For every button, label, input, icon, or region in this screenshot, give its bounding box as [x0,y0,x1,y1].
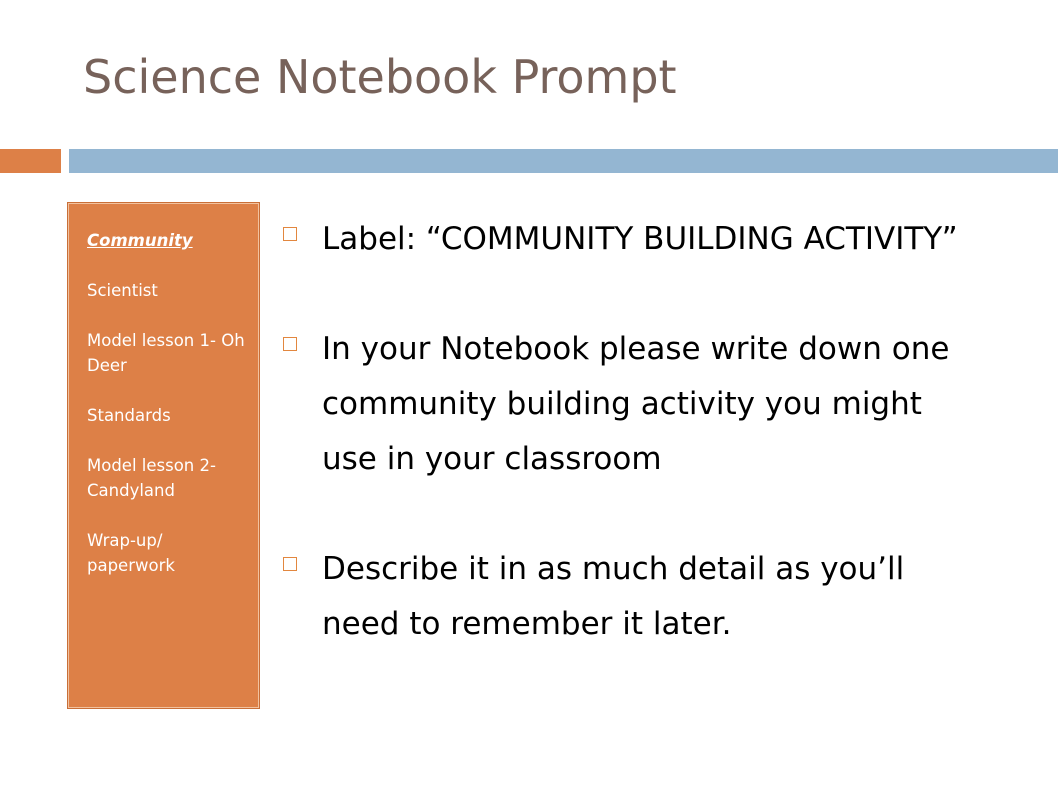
title-underline-accent-blue [69,149,1058,173]
hollow-square-bullet-icon [283,557,297,571]
slide-body [283,212,1023,652]
bullet-text: Describe it in as much detail as you’ll need to remember it later. [322,551,905,642]
bullet-text: Label: “COMMUNITY BUILDING ACTIVITY” [322,221,958,257]
title-underline-accent-orange [0,149,61,173]
hollow-square-bullet-icon [283,227,297,241]
sidebar-item-standards[interactable]: Standards [87,406,171,425]
bullet-text: In your Notebook please write down one community building activity you might use in your classroom [322,331,950,477]
sidebar-item-community[interactable]: Community [87,231,193,250]
hollow-square-bullet-icon [283,337,297,351]
bullet-item [283,212,1023,267]
sidebar-item-model-lesson-1[interactable]: Model lesson 1- Oh Deer [87,331,245,375]
slide-title: Science Notebook Prompt [83,50,677,104]
sidebar-item-model-lesson-2[interactable]: Model lesson 2- Candyland [87,456,216,500]
bullet-item [283,322,1023,487]
bullet-item [283,542,1023,652]
agenda-sidebar [68,203,259,708]
sidebar-item-scientist[interactable]: Scientist [87,281,158,300]
sidebar-item-wrap-up[interactable]: Wrap-up/ paperwork [87,531,175,575]
